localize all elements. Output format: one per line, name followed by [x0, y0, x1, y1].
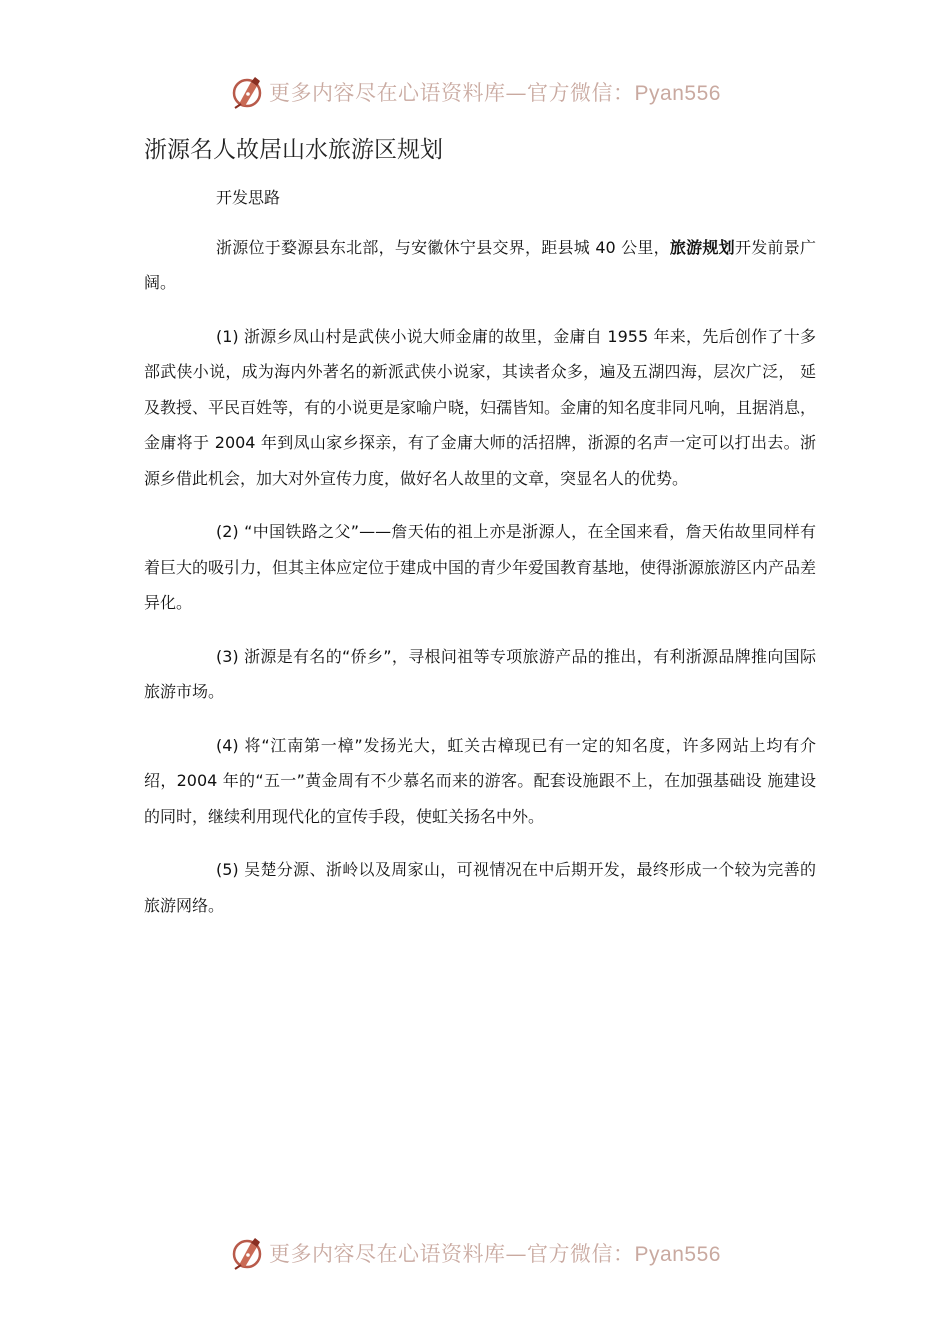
- list-item-1: (1) 浙源乡凤山村是武侠小说大师金庸的故里，金庸自 1955 年来，先后创作了十多部武侠小说，成为海内外著名的新派武侠小说家，其读者众多，遍及五湖四海，层次广泛， 延及教授、平民百姓等，有的小说更是家喻户晓，妇孺皆知。金庸的知名度非同凡响，且据消息，金庸将于 2004 年到凤山家乡探亲，有了金庸大师的活招牌，浙源的名声一定可以打出去。浙源乡借此机会，加大对外宣传力度，做好名人故里的文章，突显名人的优势。: [144, 326, 817, 488]
- banner-text: [269, 1238, 721, 1268]
- intro-paragraph: [144, 230, 816, 301]
- intro-text-before: 浙源位于婺源县东北部，与安徽休宁县交界，距县城 40 公里，: [216, 237, 670, 257]
- list-item-4: (4) 将“江南第一樟”发扬光大，虹关古樟现已有一定的知名度，许多网站上均有介绍，2004 年的“五一”黄金周有不少慕名而来的游客。配套设施跟不上，在加强基础设 施建设的同时，继续利用现代化的宣传手段，使虹关扬名中外。: [144, 735, 816, 826]
- section-heading: 开发思路: [216, 188, 281, 207]
- list-item-3: (3) 浙源是有名的“侨乡”，寻根问祖等专项旅游产品的推出，有利浙源品牌推向国际旅游市场。: [144, 646, 816, 701]
- document-body: [144, 180, 816, 941]
- intro-text-after: 开发前景广阔。: [144, 237, 816, 292]
- banner-wechat-id: Pyan556: [634, 1243, 721, 1266]
- banner-wechat-id: Pyan556: [634, 82, 721, 105]
- header-banner: [0, 72, 950, 112]
- pen-nib-logo-icon: [229, 1235, 265, 1271]
- banner-slogan: 更多内容尽在心语资料库—官方微信：: [269, 1242, 635, 1266]
- intro-bold-keyword: 旅游规划: [669, 237, 735, 257]
- banner-text: [269, 77, 721, 107]
- banner-slogan: 更多内容尽在心语资料库—官方微信：: [269, 81, 635, 105]
- pen-nib-logo-icon: [229, 74, 265, 110]
- document-title: 浙源名人故居山水旅游区规划: [144, 137, 443, 163]
- list-item-5: (5) 吴楚分源、浙岭以及周家山，可视情况在中后期开发，最终形成一个较为完善的旅游网络。: [144, 860, 816, 915]
- footer-banner: [0, 1233, 950, 1273]
- list-item-2: (2) “中国铁路之父”——詹天佑的祖上亦是浙源人，在全国来看，詹天佑故里同样有着巨大的吸引力，但其主体应定位于建成中国的青少年爱国教育基地，使得浙源旅游区内产品差异化。: [144, 522, 817, 612]
